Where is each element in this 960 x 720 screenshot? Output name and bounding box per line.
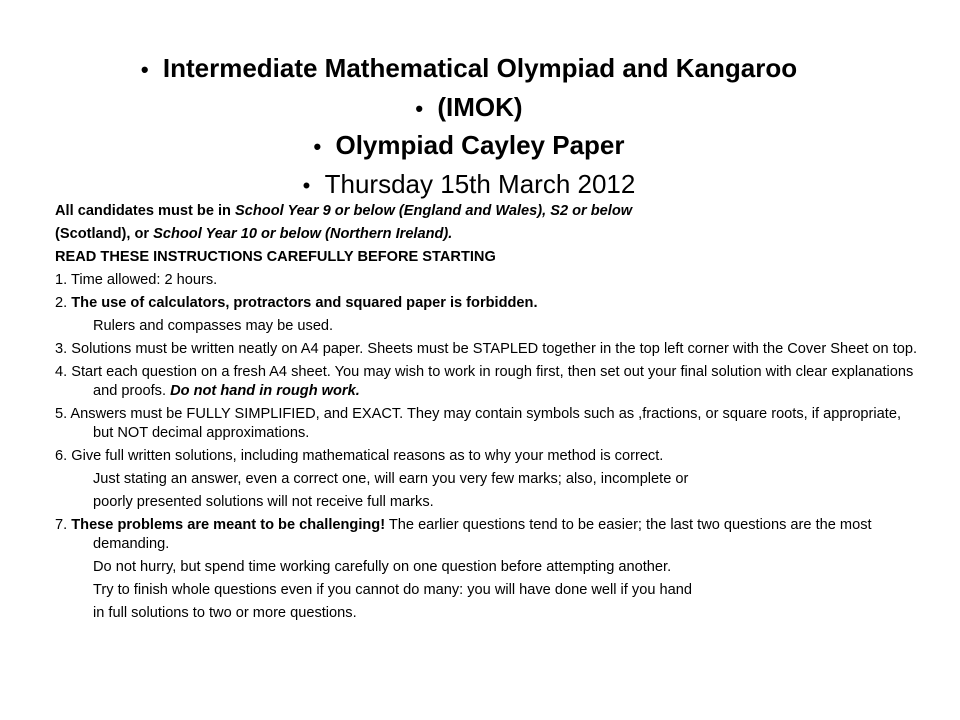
- eligibility-line-1: All candidates must be in School Year 9 or below (England and Wales), S2 or below: [55, 203, 633, 219]
- title-line-1: • Intermediate Mathematical Olympiad and Kangaroo: [0, 50, 960, 89]
- instruction-6-cont-2: poorly presented solutions will not receive full marks.: [93, 494, 434, 510]
- instruction-6: 6. Give full written solutions, including mathematical reasons as to why your method is correct.: [55, 448, 664, 464]
- instruction-7-cont-3: in full solutions to two or more questions.: [93, 605, 357, 621]
- eligibility-line-2: (Scotland), or School Year 10 or below (Northern Ireland).: [55, 226, 453, 242]
- read-heading: READ THESE INSTRUCTIONS CAREFULLY BEFORE STARTING: [55, 249, 496, 265]
- instructions-body: [55, 202, 925, 627]
- instruction-7: 7. These problems are meant to be challenging! The earlier questions tend to be easier; the last two questions are the most demanding.: [55, 517, 872, 552]
- title-line-3: • Olympiad Cayley Paper: [0, 127, 960, 166]
- instruction-5: 5. Answers must be FULLY SIMPLIFIED, and EXACT. They may contain symbols such as ,fractions, or square roots, if appropriate, but NOT decimal approximations.: [55, 406, 901, 441]
- instruction-7-cont-1: Do not hurry, but spend time working carefully on one question before attempting another.: [93, 559, 672, 575]
- bullet-icon: •: [415, 95, 424, 121]
- title-line-2: • (IMOK): [0, 89, 960, 128]
- instruction-2-cont: Rulers and compasses may be used.: [93, 318, 334, 334]
- title-list: [0, 50, 960, 204]
- instruction-4: 4. Start each question on a fresh A4 sheet. You may wish to work in rough first, then set out your final solution with clear explanations and proofs. Do not hand in rough work.: [55, 364, 914, 399]
- instruction-7-cont-2: Try to finish whole questions even if you cannot do many: you will have done well if you hand: [93, 582, 692, 598]
- bullet-icon: •: [302, 172, 311, 198]
- bullet-icon: •: [313, 134, 322, 159]
- title-date: • Thursday 15th March 2012: [0, 166, 960, 205]
- instruction-1: 1. Time allowed: 2 hours.: [55, 272, 218, 288]
- bullet-icon: •: [140, 57, 149, 82]
- instruction-6-cont-1: Just stating an answer, even a correct one, will earn you very few marks; also, incomplete or: [93, 471, 689, 487]
- instruction-3: 3. Solutions must be written neatly on A4 paper. Sheets must be STAPLED together in the top left corner with the Cover Sheet on top.: [55, 341, 918, 357]
- instruction-2: 2. The use of calculators, protractors and squared paper is forbidden.: [55, 295, 538, 311]
